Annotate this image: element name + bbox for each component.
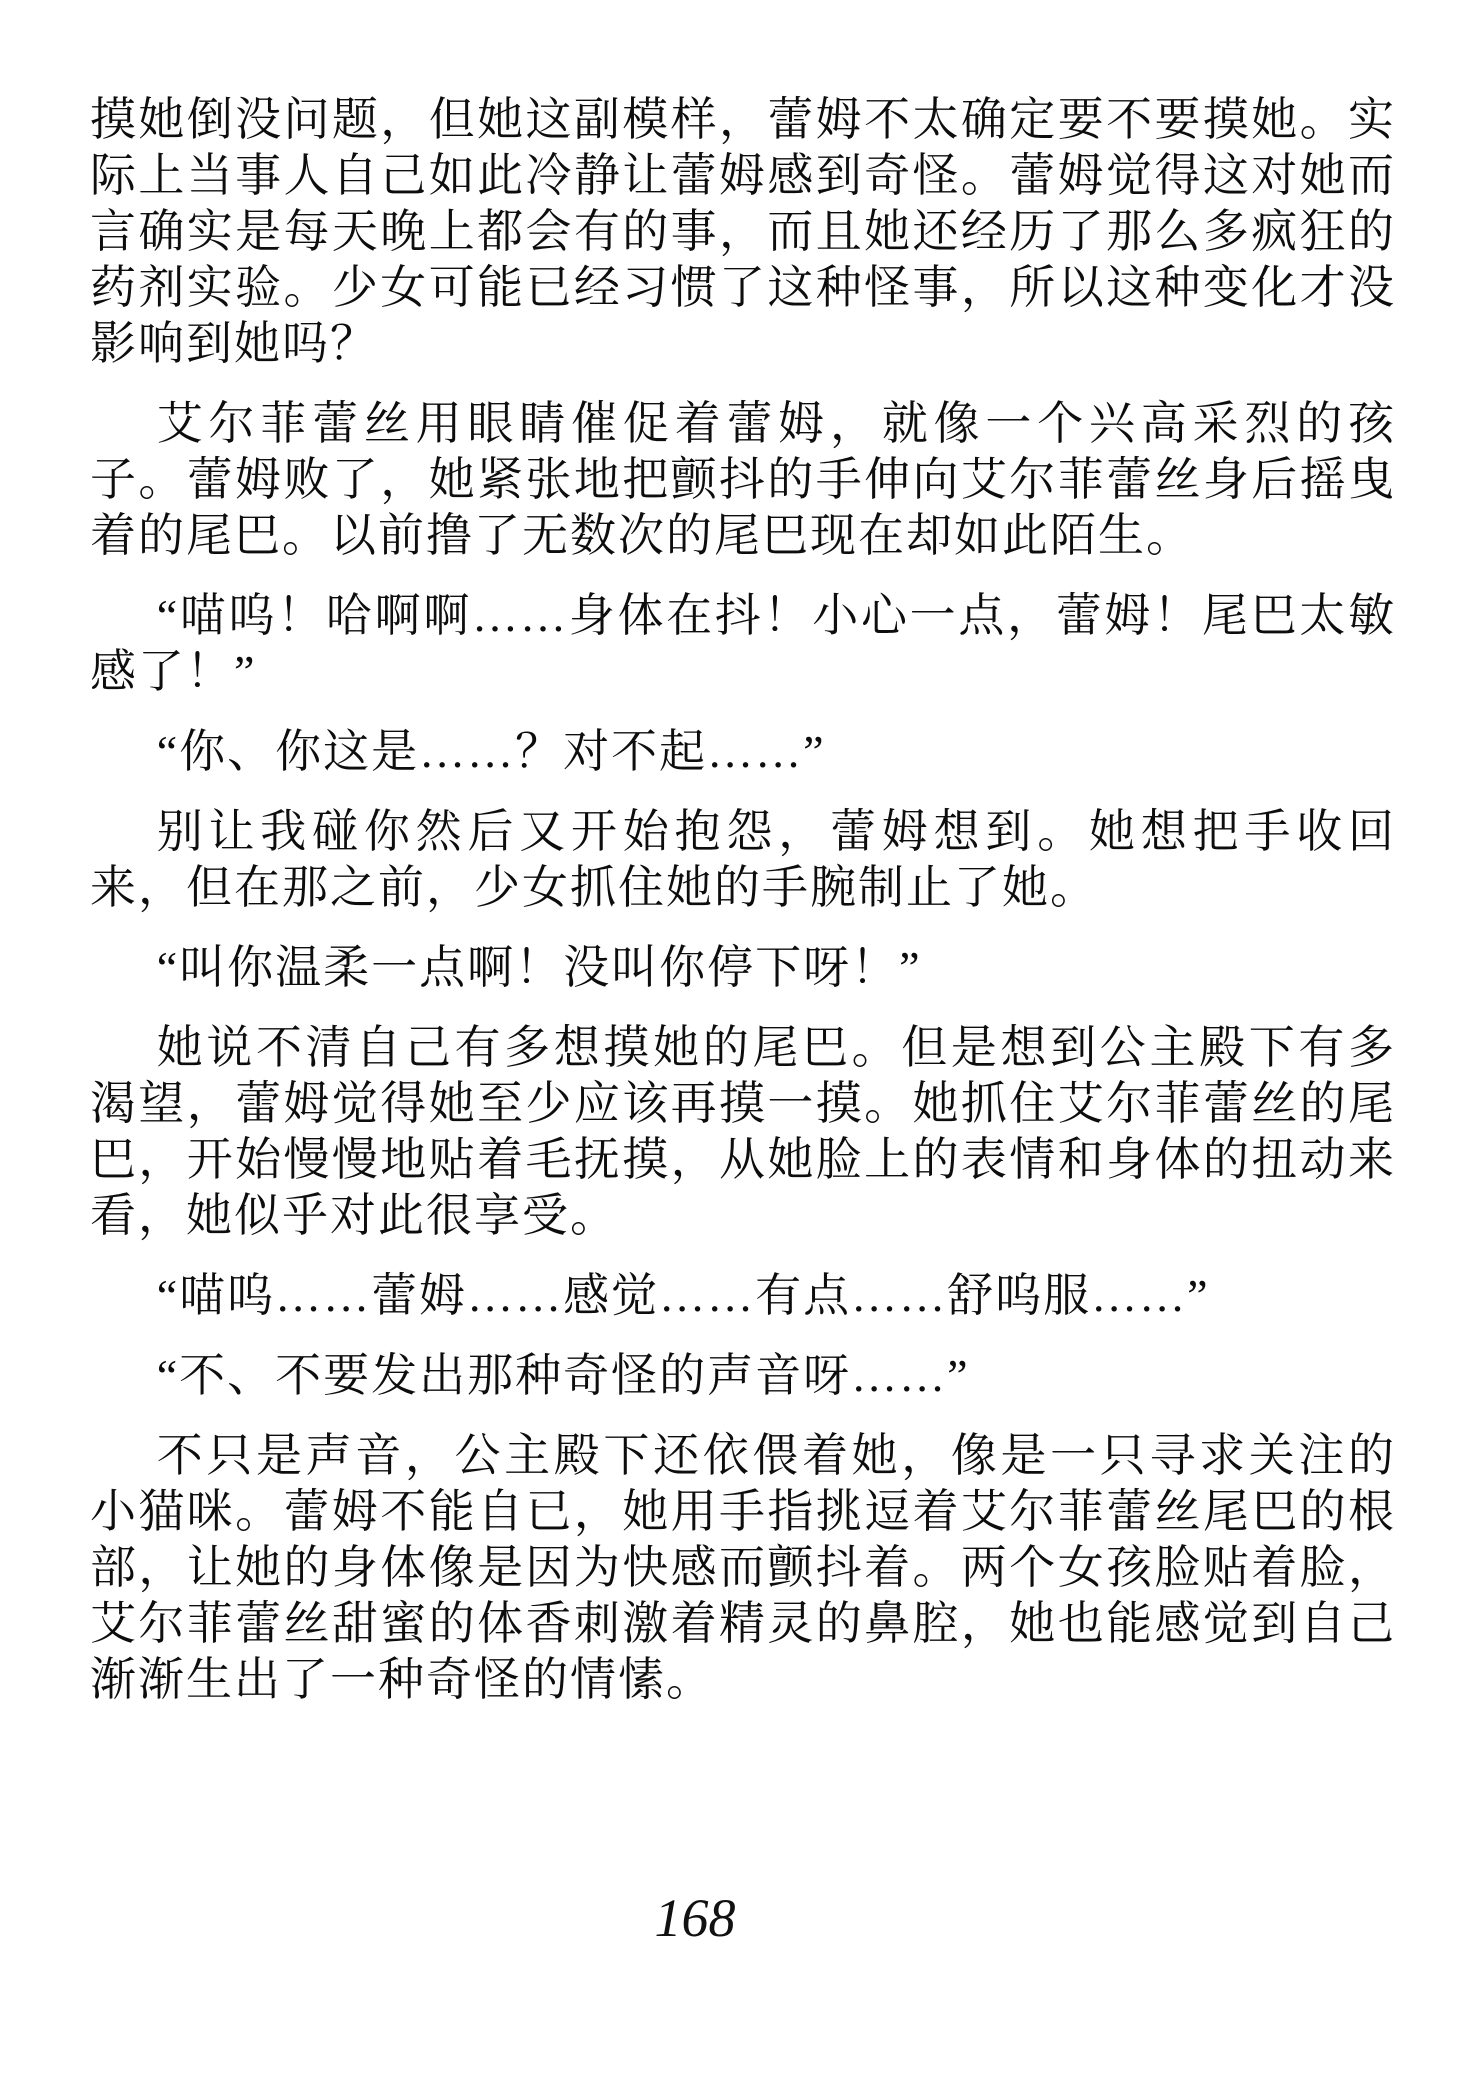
paragraph-dialogue: “你、你这是……？对不起……”	[156, 726, 826, 777]
paragraph: 摸她倒没问题，但她这副模样，蕾姆不太确定要不要摸她。实际上当事人自己如此冷静让蕾姆感到奇怪。蕾姆觉得这对她而言确实是每天晚上都会有的事，而且她还经历了那么多疯狂的药剂实验。少女可能已经习惯了这种怪事，所以这种变化才没影响到她吗？	[90, 94, 1396, 369]
paragraph-dialogue: “不、不要发出那种奇怪的声音呀……”	[156, 1350, 970, 1401]
text-content	[90, 92, 1396, 1732]
page-number: 168	[654, 1888, 736, 1948]
paragraph: 别让我碰你然后又开始抱怨，蕾姆想到。她想把手收回来，但在那之前，少女抓住她的手腕制止了她。	[90, 806, 1396, 913]
paragraph: 不只是声音，公主殿下还依偎着她，像是一只寻求关注的小猫咪。蕾姆不能自已，她用手指挑逗着艾尔菲蕾丝尾巴的根部，让她的身体像是因为快感而颤抖着。两个女孩脸贴着脸，艾尔菲蕾丝甜蜜的体香刺激着精灵的鼻腔，她也能感觉到自己渐渐生出了一种奇怪的情愫。	[90, 1430, 1396, 1705]
paragraph-dialogue: “喵呜！哈啊啊……身体在抖！小心一点，蕾姆！尾巴太敏感了！”	[90, 590, 1396, 697]
paragraph: 艾尔菲蕾丝用眼睛催促着蕾姆，就像一个兴高采烈的孩子。蕾姆败了，她紧张地把颤抖的手伸向艾尔菲蕾丝身后摇曳着的尾巴。以前撸了无数次的尾巴现在却如此陌生。	[90, 398, 1396, 561]
paragraph: 她说不清自己有多想摸她的尾巴。但是想到公主殿下有多渴望，蕾姆觉得她至少应该再摸一摸。她抓住艾尔菲蕾丝的尾巴，开始慢慢地贴着毛抚摸，从她脸上的表情和身体的扭动来看，她似乎对此很享受。	[90, 1022, 1396, 1241]
paragraph-dialogue: “叫你温柔一点啊！没叫你停下呀！”	[156, 942, 922, 993]
paragraph-dialogue: “喵呜……蕾姆……感觉……有点……舒呜服……”	[156, 1270, 1210, 1321]
